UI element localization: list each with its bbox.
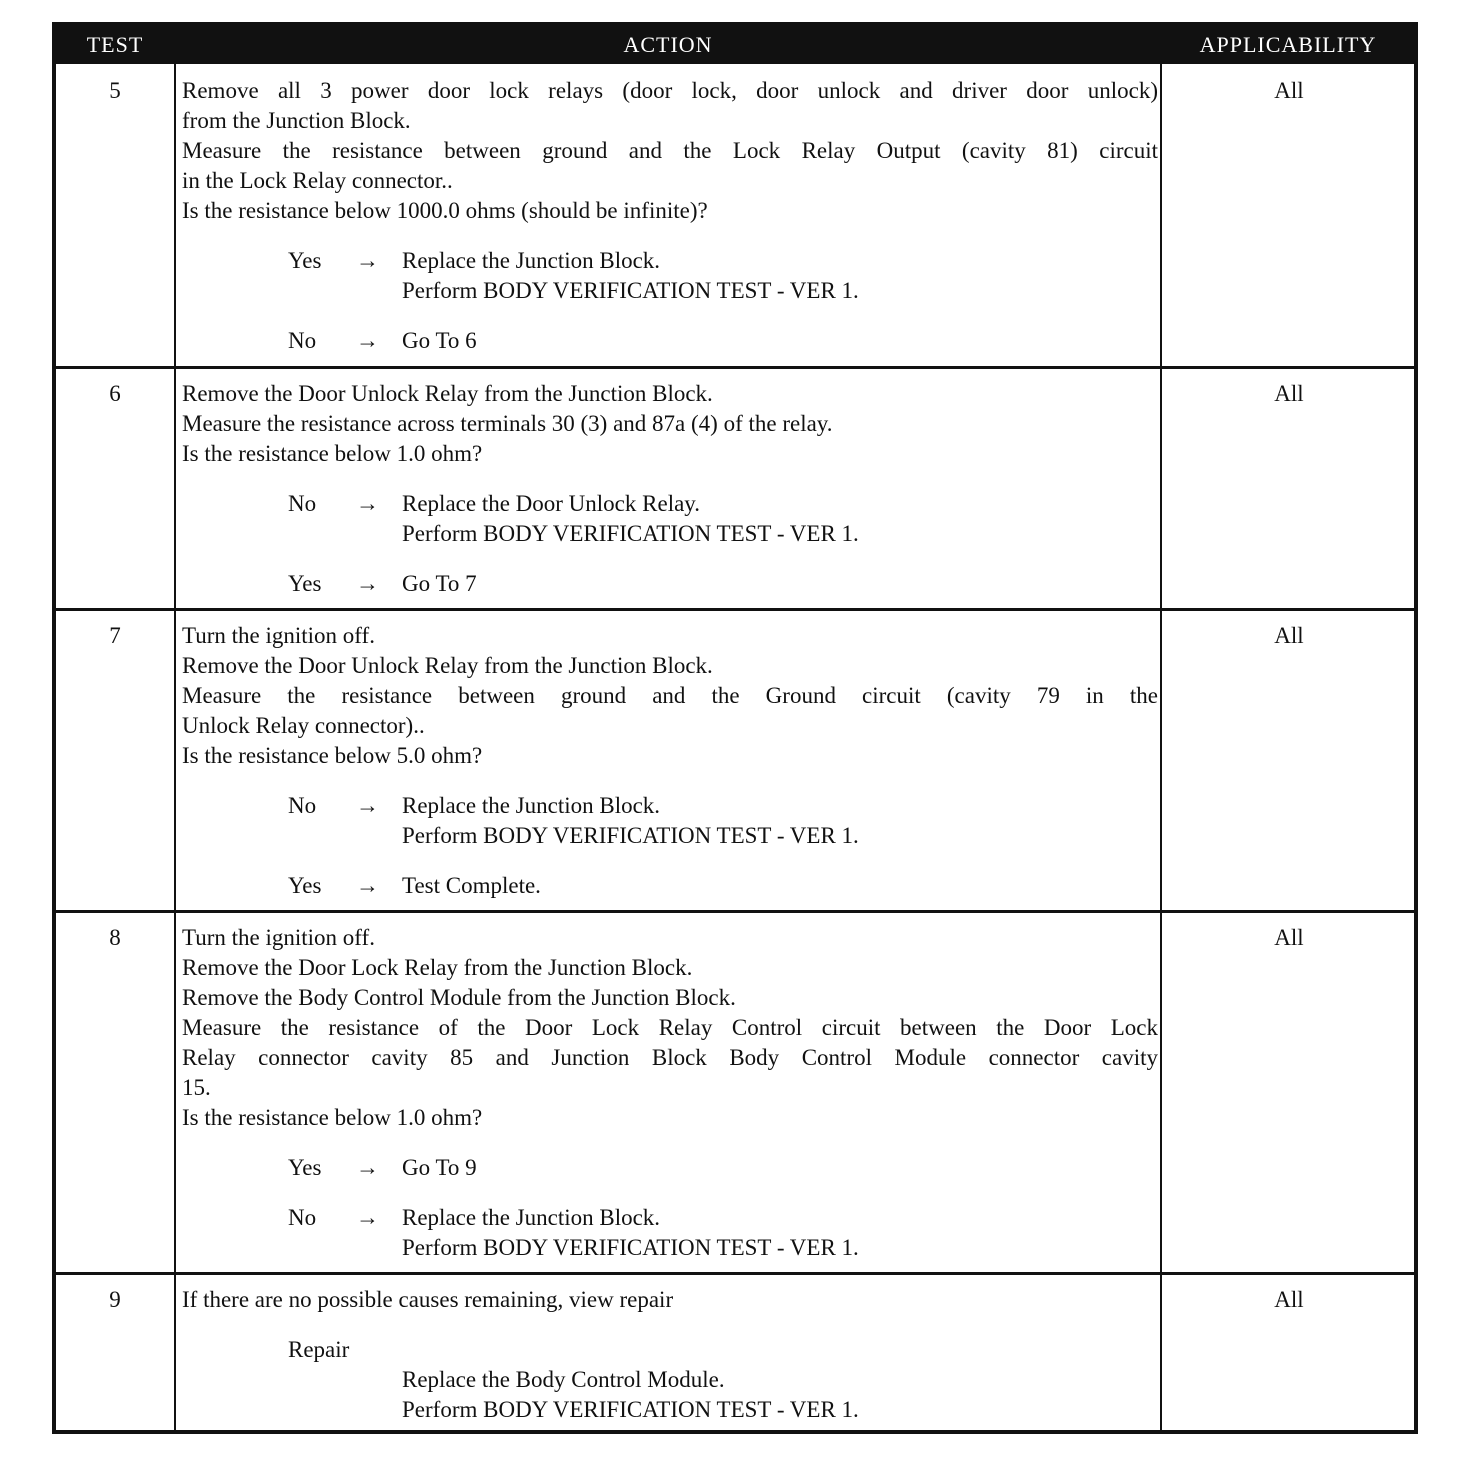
option-answer: No xyxy=(288,1205,317,1230)
arrow-icon: → xyxy=(356,248,379,273)
applicability-cell: All xyxy=(1274,1287,1304,1312)
option-answer: Yes xyxy=(288,1155,322,1180)
table-row-test-8 xyxy=(56,910,1414,1272)
action-line: Measure the resistance across terminals 30 (3) and 87a (4) of the relay. xyxy=(182,411,833,436)
option-text: Test Complete. xyxy=(402,873,541,898)
applicability-cell: All xyxy=(1274,925,1304,950)
action-line: Remove the Body Control Module from the Junction Block. xyxy=(182,985,736,1010)
repair-line: Perform BODY VERIFICATION TEST - VER 1. xyxy=(402,1397,859,1422)
option-answer: No xyxy=(288,491,317,516)
applicability-cell: All xyxy=(1274,623,1304,648)
option-no xyxy=(182,791,1158,821)
option-answer: Yes xyxy=(288,248,322,273)
action-line: Turn the ignition off. xyxy=(182,623,375,648)
action-line: in the Lock Relay connector.. xyxy=(182,168,453,193)
option-no xyxy=(182,1203,1158,1233)
option-text: Go To 6 xyxy=(402,328,477,353)
action-line: Is the resistance below 1.0 ohm? xyxy=(182,441,483,466)
action-line: from the Junction Block. xyxy=(182,108,411,133)
option-subtext: Perform BODY VERIFICATION TEST - VER 1. xyxy=(402,278,859,303)
arrow-icon: → xyxy=(356,873,379,898)
option-answer: No xyxy=(288,793,317,818)
repair-line: Replace the Body Control Module. xyxy=(402,1367,725,1392)
action-cell xyxy=(182,923,1158,1263)
option-answer: Yes xyxy=(288,571,322,596)
option-subtext: Perform BODY VERIFICATION TEST - VER 1. xyxy=(402,823,859,848)
arrow-icon: → xyxy=(356,571,379,596)
test-number: 7 xyxy=(109,623,121,648)
option-no xyxy=(182,489,1158,519)
action-cell xyxy=(182,76,1158,356)
test-number: 8 xyxy=(109,925,121,950)
action-line: Is the resistance below 5.0 ohm? xyxy=(182,743,483,768)
option-no xyxy=(182,326,1158,356)
test-number: 6 xyxy=(109,381,121,406)
table-row-test-9 xyxy=(56,1272,1414,1430)
action-cell xyxy=(182,379,1158,599)
action-line: Is the resistance below 1000.0 ohms (should be infinite)? xyxy=(182,198,708,223)
action-line: Measure the resistance between ground and the Ground circuit (cavity 79 in the xyxy=(182,683,1158,708)
option-yes xyxy=(182,871,1158,901)
action-line: Relay connector cavity 85 and Junction Block Body Control Module connector cavity xyxy=(182,1045,1158,1070)
action-line: If there are no possible causes remaining, view repair xyxy=(182,1287,674,1312)
action-line: Remove the Door Unlock Relay from the Junction Block. xyxy=(182,381,713,406)
action-line: Unlock Relay connector).. xyxy=(182,713,425,738)
arrow-icon: → xyxy=(356,1155,379,1180)
test-number: 9 xyxy=(109,1287,121,1312)
option-yes xyxy=(182,1153,1158,1183)
option-yes xyxy=(182,569,1158,599)
diagnostic-test-table xyxy=(52,22,1418,1434)
test-number: 5 xyxy=(109,78,121,103)
header-action: ACTION xyxy=(623,32,713,57)
arrow-icon: → xyxy=(356,491,379,516)
action-line: Remove the Door Unlock Relay from the Junction Block. xyxy=(182,653,713,678)
action-cell xyxy=(182,621,1158,901)
table-row-test-5 xyxy=(56,64,1414,366)
header-test: TEST xyxy=(86,32,144,57)
arrow-icon: → xyxy=(356,1205,379,1230)
applicability-cell: All xyxy=(1274,78,1304,103)
option-subtext: Perform BODY VERIFICATION TEST - VER 1. xyxy=(402,521,859,546)
table-header xyxy=(56,26,1414,64)
option-text: Replace the Junction Block. xyxy=(402,793,661,818)
arrow-icon: → xyxy=(356,328,379,353)
table-row-test-6 xyxy=(56,366,1414,608)
action-line: Turn the ignition off. xyxy=(182,925,375,950)
option-answer: Yes xyxy=(288,873,322,898)
repair-label-row xyxy=(182,1335,1158,1365)
option-answer: No xyxy=(288,328,317,353)
header-applicability: APPLICABILITY xyxy=(1199,32,1377,57)
option-subtext: Perform BODY VERIFICATION TEST - VER 1. xyxy=(402,1235,859,1260)
action-cell xyxy=(182,1285,1158,1425)
option-text: Go To 9 xyxy=(402,1155,477,1180)
option-text: Replace the Junction Block. xyxy=(402,248,661,273)
action-line: Is the resistance below 1.0 ohm? xyxy=(182,1105,483,1130)
action-line: Remove all 3 power door lock relays (door lock, door unlock and driver door unlock) xyxy=(182,78,1158,103)
applicability-cell: All xyxy=(1274,381,1304,406)
repair-label: Repair xyxy=(288,1337,350,1362)
table-row-test-7 xyxy=(56,608,1414,910)
option-text: Go To 7 xyxy=(402,571,477,596)
arrow-icon: → xyxy=(356,793,379,818)
action-line: Measure the resistance of the Door Lock Relay Control circuit between the Door Lock xyxy=(182,1015,1158,1040)
option-text: Replace the Door Unlock Relay. xyxy=(402,491,701,516)
option-text: Replace the Junction Block. xyxy=(402,1205,661,1230)
option-yes xyxy=(182,246,1158,276)
action-line: Remove the Door Lock Relay from the Junction Block. xyxy=(182,955,693,980)
action-line: Measure the resistance between ground and the Lock Relay Output (cavity 81) circuit xyxy=(182,138,1158,163)
action-line: 15. xyxy=(182,1075,211,1100)
